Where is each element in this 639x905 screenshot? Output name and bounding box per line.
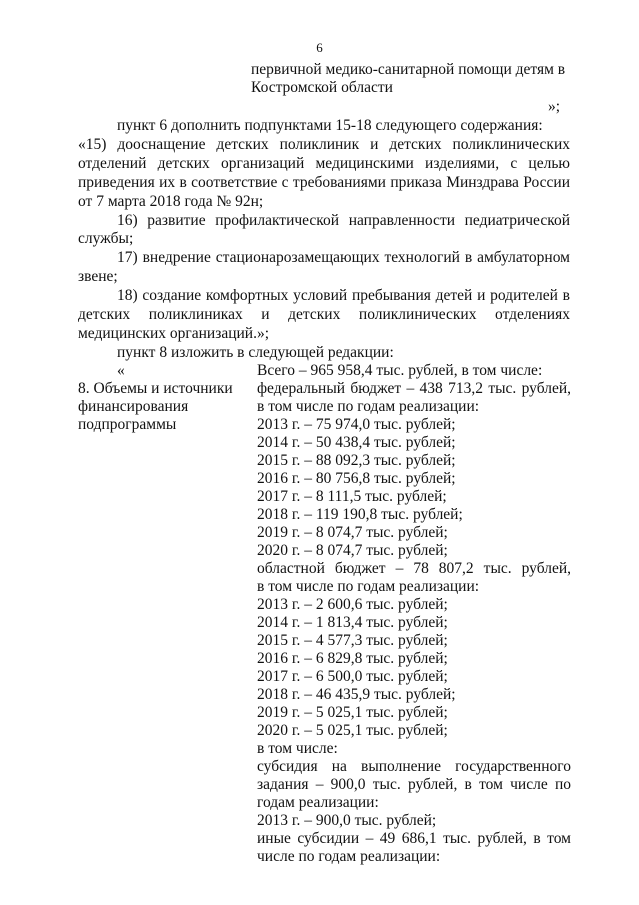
funding-line-subsidy-2: задания – 900,0 тыс. рублей, в том числе по [257, 776, 571, 793]
funding-line-regional-2018: 2018 г. – 46 435,9 тыс. рублей; [257, 686, 456, 703]
item6-p18-line-1: 18) создание комфортных условий пребывания детей и родителей в [117, 287, 570, 304]
item6-p15-line-3: приведения их в соответствие с требованиями приказа Минздрава России [78, 174, 570, 191]
funding-line-federal-2016: 2016 г. – 80 756,8 тыс. рублей; [257, 470, 456, 487]
funding-line-regional-2014: 2014 г. – 1 813,4 тыс. рублей; [257, 614, 448, 631]
header-line-2: Костромской области [251, 79, 393, 96]
item6-p18-line-2: детских поликлиниках и детских поликлинических отделениях [78, 306, 570, 323]
item6-p15-line-2: отделений детских организаций медицинскими изделиями, с целью [78, 155, 570, 172]
item6-p16-line-1: 16) развитие профилактической направленности педиатрической [117, 212, 570, 229]
funding-line-regional-2019: 2019 г. – 5 025,1 тыс. рублей; [257, 704, 448, 721]
funding-line-subsidy-3: годам реализации: [257, 794, 379, 811]
item8-open-quote: « [117, 362, 125, 379]
funding-line-federal: федеральный бюджет – 438 713,2 тыс. рублей, [257, 380, 571, 397]
funding-line-federal-2019: 2019 г. – 8 074,7 тыс. рублей; [257, 524, 448, 541]
funding-line-regional-2020: 2020 г. – 5 025,1 тыс. рублей; [257, 722, 448, 739]
funding-line-regional-2015: 2015 г. – 4 577,3 тыс. рублей; [257, 632, 448, 649]
funding-line-federal-2013: 2013 г. – 75 974,0 тыс. рублей; [257, 416, 456, 433]
funding-line-subsidy-2013: 2013 г. – 900,0 тыс. рублей; [257, 812, 437, 829]
funding-line-federal-2018: 2018 г. – 119 190,8 тыс. рублей; [257, 506, 463, 523]
funding-line-including: в том числе: [257, 740, 338, 757]
funding-line-regional-2013: 2013 г. – 2 600,6 тыс. рублей; [257, 596, 448, 613]
funding-line-federal-2015: 2015 г. – 88 092,3 тыс. рублей; [257, 452, 456, 469]
item6-p15-line-4: от 7 марта 2018 года № 92н; [78, 193, 264, 210]
page-number: 6 [316, 40, 323, 55]
item6-p15-line-1: «15) дооснащение детских поликлиник и детских поликлинических [78, 136, 570, 153]
header-line-1: первичной медико-санитарной помощи детям в [251, 61, 566, 78]
item6-p17-line-1: 17) внедрение стационарозамещающих технологий в амбулаторном [117, 249, 570, 266]
funding-line-regional-by-year: в том числе по годам реализации: [257, 578, 480, 595]
item6-p16-line-2: службы; [78, 230, 134, 247]
item8-label-line-2: финансирования [78, 398, 189, 415]
funding-line-federal-2014: 2014 г. – 50 438,4 тыс. рублей; [257, 434, 456, 451]
item8-label-line-1: 8. Объемы и источники [78, 380, 233, 397]
item8-label-line-3: подпрограммы [78, 416, 177, 433]
funding-line-other-subsidies-1: иные субсидии – 49 686,1 тыс. рублей, в том [257, 830, 571, 847]
item6-p17-line-2: звене; [78, 268, 118, 285]
funding-line-federal-by-year: в том числе по годам реализации: [257, 398, 480, 415]
funding-line-regional: областной бюджет – 78 807,2 тыс. рублей, [257, 560, 571, 577]
funding-line-total: Всего – 965 958,4 тыс. рублей, в том числе: [257, 362, 543, 379]
funding-line-federal-2020: 2020 г. – 8 074,7 тыс. рублей; [257, 542, 448, 559]
funding-line-other-subsidies-2: числе по годам реализации: [257, 848, 441, 865]
funding-line-regional-2017: 2017 г. – 6 500,0 тыс. рублей; [257, 668, 448, 685]
item8-intro: пункт 8 изложить в следующей редакции: [117, 344, 394, 361]
funding-line-subsidy-1: субсидия на выполнение государственного [257, 758, 571, 775]
funding-line-regional-2016: 2016 г. – 6 829,8 тыс. рублей; [257, 650, 448, 667]
item6-p18-line-3: медицинских организаций.»; [78, 325, 270, 342]
header-closing-quote: »; [548, 98, 561, 115]
funding-line-federal-2017: 2017 г. – 8 111,5 тыс. рублей; [257, 488, 447, 505]
item6-intro: пункт 6 дополнить подпунктами 15-18 следующего содержания: [117, 117, 543, 134]
